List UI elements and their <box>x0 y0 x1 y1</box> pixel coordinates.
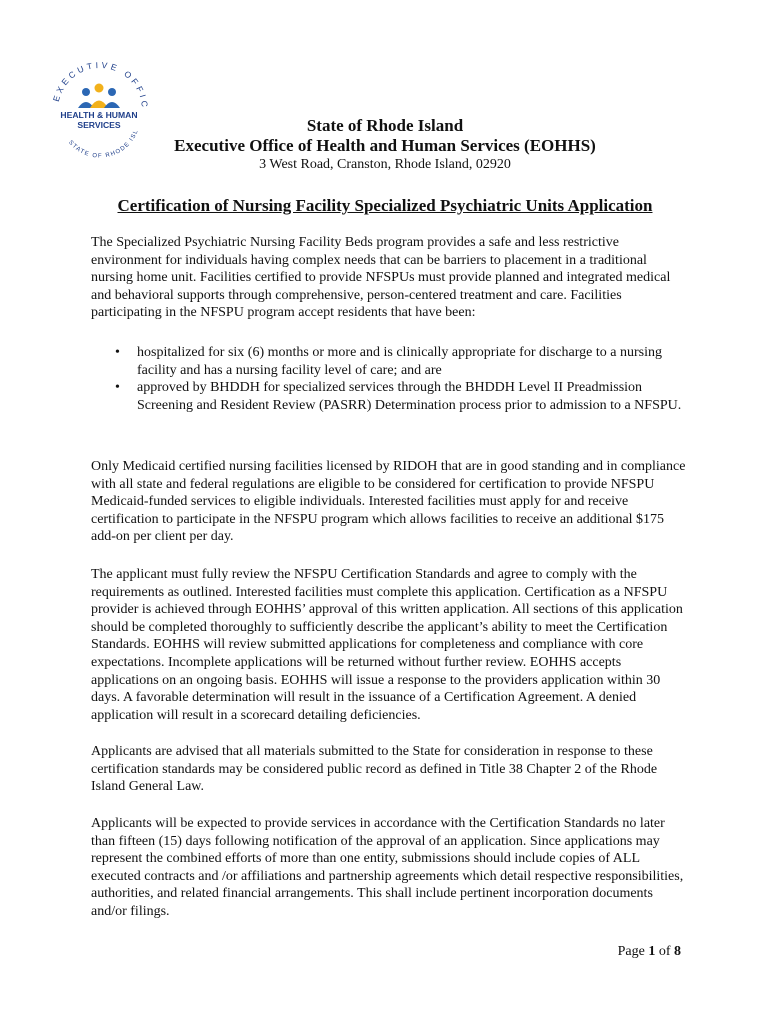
logo-arc-top-text: EXECUTIVE OFFIC <box>50 59 151 111</box>
page-total: 8 <box>674 944 681 959</box>
bullet-item-hospitalized: • hospitalized for six (6) months or more and is clinically appropriate for discharge to a nursing facility and has a nursing facility level of care; and are <box>91 344 687 379</box>
header-address: 3 West Road, Cranston, Rhode Island, 02920 <box>259 157 511 172</box>
paragraph-intro: The Specialized Psychiatric Nursing Facility Beds program provides a safe and less restrictive environment for individuals having complex needs that can be barriers to placement in a traditional nursing home unit. Facilities certified to provide NFSPUs must provide planned and integrated medical and behavioral supports through comprehensive, person-centered treatment and care. Facilities participating in the NFSPU program accept residents that have been: <box>91 235 671 321</box>
paragraph-review: The applicant must fully review the NFSPU Certification Standards and agree to comply with the requirements as outlined. Interested facilities must complete this application. Certification as a NFSPU provider is achieved through EOHHS’ approval of this written application. All sections of this application should be completed thoroughly to sufficiently describe the applicant’s ability to meet the Certification Standards. EOHHS will review submitted applications for completeness and compliance with core expectations. Incomplete applications will be returned without further review. EOHHS accepts applications on an ongoing basis. EOHHS will issue a response to the providers application within 30 days. A favorable determination will result in the issuance of a Certification Agreement. A denied application will result in a scorecard detailing deficiencies. <box>91 567 683 723</box>
header-state: State of Rhode Island <box>306 116 464 135</box>
header-office: Executive Office of Health and Human Services (EOHHS) <box>174 136 596 155</box>
page-number <box>618 944 681 960</box>
page-current: 1 <box>648 944 656 959</box>
paragraph-public-record: Applicants are advised that all materials submitted to the State for consideration in response to these certification standards may be considered public record as defined in Title 38 Chapter 2 of the Rhode Island General Law. <box>91 744 658 795</box>
bullet-item-approved: • approved by BHDDH for specialized services through the BHDDH Level II Preadmission Screening and Resident Review (PASRR) Determination process prior to admission to a NFSPU. <box>91 379 687 414</box>
eligibility-bullet-list <box>91 344 687 414</box>
logo-line2-text: SERVICES <box>77 120 121 130</box>
document-title: Certification of Nursing Facility Specialized Psychiatric Units Application <box>117 196 653 215</box>
page-of: of <box>655 944 674 959</box>
logo-line1-text: HEALTH & HUMAN <box>60 110 138 120</box>
paragraph-expectations: Applicants will be expected to provide services in accordance with the Certification Standards no later than fifteen (15) days following notification of the approval of an application. Since applications may represent the combined efforts of more than one entity, submissions should include copies of ALL executed contracts and /or affiliations and partnership agreements which detail respective responsibilities, authorities, and related financial arrangements. This shall include pertinent incorporation documents and/or filings. <box>91 816 684 919</box>
paragraph-eligibility: Only Medicaid certified nursing facilities licensed by RIDOH that are in good standing and in compliance with all state and federal regulations are eligible to be considered for certification to provide NFSPU Medicaid-funded services to eligible individuals. Interested facilities must apply for and receive certification to participate in the NFSPU program which allows facilities to receive an additional $175 add-on per client per day. <box>91 459 686 545</box>
page-prefix: Page <box>617 944 649 959</box>
logo-arc-bottom-text: STATE OF RHODE ISL <box>67 128 140 160</box>
